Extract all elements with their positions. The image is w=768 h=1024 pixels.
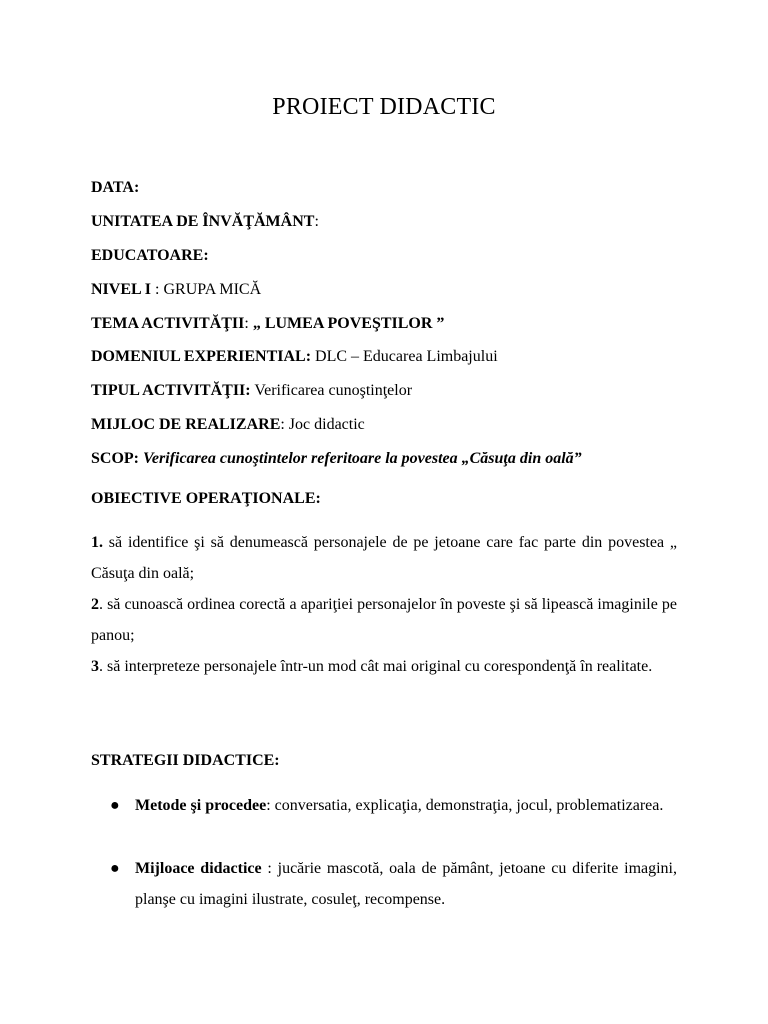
objective-text: . să cunoască ordinea corectă a apariţiei personajelor în poveste şi să lipească imaginile pe panou; <box>91 596 677 644</box>
bullet-text: : conversatia, explicaţia, demonstraţia, jocul, problematizarea. <box>266 797 664 814</box>
objective-item-1 <box>91 527 677 589</box>
bullet-text: : jucărie mascotă, oala de pământ, jetoane cu diferite imagini, planşe cu imagini ilustrate, cosuleţ, recompense. <box>135 860 678 908</box>
field-scop <box>91 449 582 469</box>
bullet-label: Mijloace didactice <box>135 860 262 877</box>
domeniul-label: DOMENIUL EXPERIENTIAL: <box>91 348 312 365</box>
objective-item-3 <box>91 651 677 682</box>
tema-sep: : <box>244 315 253 332</box>
bullet-dot-icon: ● <box>110 797 120 814</box>
field-educatoare <box>91 246 209 266</box>
page-title: PROIECT DIDACTIC <box>272 94 496 120</box>
field-tipul <box>91 381 412 401</box>
objective-text: . să interpreteze personajele într-un mod cât mai original cu corespondenţă în realitate. <box>99 658 653 675</box>
bullet-dot-icon: ● <box>110 860 120 877</box>
bullet-label: Metode şi procedee <box>135 797 267 814</box>
scop-label: SCOP: <box>91 450 139 467</box>
objective-number: 3 <box>91 658 99 675</box>
tema-value: „ LUMEA POVEŞTILOR ” <box>252 315 445 332</box>
tema-label: TEMA ACTIVITĂŢII <box>91 315 245 332</box>
field-tema <box>91 314 444 334</box>
strategii-bullet-metode <box>110 790 677 821</box>
objective-number: 2 <box>91 596 99 613</box>
field-data <box>91 178 139 198</box>
mijloc-value: : Joc didactic <box>280 416 365 433</box>
objective-number: 1. <box>91 534 103 551</box>
scop-value: Verificarea cunoştintelor referitoare la povestea „Căsuţa din oală” <box>139 450 582 467</box>
obiective-heading: OBIECTIVE OPERAŢIONALE: <box>91 490 321 507</box>
strategii-heading: STRATEGII DIDACTICE: <box>91 752 280 769</box>
educatoare-label: EDUCATOARE: <box>91 247 209 264</box>
objective-item-2 <box>91 589 677 651</box>
strategii-bullet-mijloace <box>110 853 678 915</box>
nivel-value: : GRUPA MICĂ <box>151 281 262 298</box>
objective-text: să identifice şi să denumească personajele de pe jetoane care fac parte din povestea „ Căsuţa din oală; <box>91 534 677 582</box>
field-domeniul <box>91 347 498 367</box>
field-unitatea <box>91 212 319 232</box>
data-label: DATA: <box>91 179 140 196</box>
field-nivel <box>91 280 261 300</box>
field-mijloc <box>91 415 365 435</box>
unitatea-label: UNITATEA DE ÎNVĂŢĂMÂNT <box>91 213 315 230</box>
mijloc-label: MIJLOC DE REALIZARE <box>91 416 281 433</box>
domeniul-value: DLC – Educarea Limbajului <box>311 348 498 365</box>
unitatea-suffix: : <box>314 213 319 230</box>
tipul-label: TIPUL ACTIVITĂŢII: <box>91 382 251 399</box>
nivel-label: NIVEL I <box>91 281 152 298</box>
tipul-value: Verificarea cunoştinţelor <box>250 382 413 399</box>
